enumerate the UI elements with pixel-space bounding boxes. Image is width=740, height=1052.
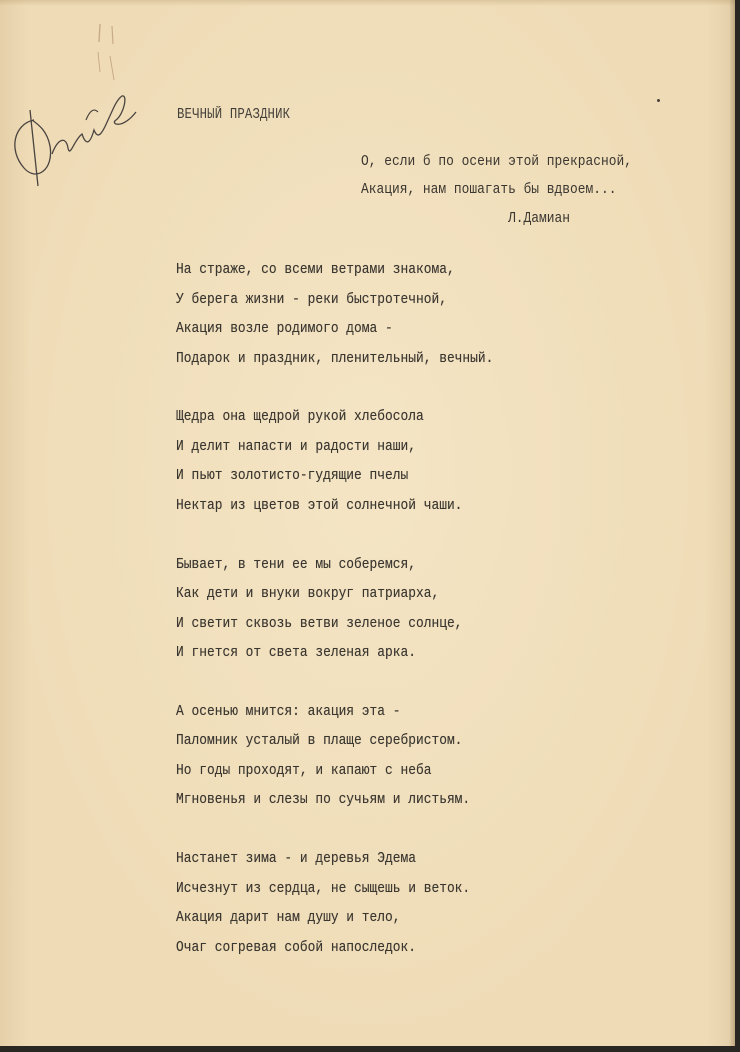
poem-line: Очаг согревая собой напоследок. [176,938,416,956]
poem-line: Подарок и праздник, пленительный, вечный. [176,349,494,367]
epigraph-line: Акация, нам пошагать бы вдвоем... [361,181,617,198]
poem-line: И пьют золотисто-гудящие пчелы [176,467,409,485]
stanza [176,697,545,815]
epigraph-line: О, если б по осени этой прекрасной, [361,153,632,170]
poem-body [176,255,545,991]
pencil-mark [92,22,132,82]
poem-line: Нектар из цветов этой солнечной чаши. [176,496,463,514]
ink-speck [657,99,660,102]
epigraph-author: Л.Дамиан [508,210,570,227]
poem-line: И гнется от света зеленая арка. [176,644,416,662]
right-edge-shadow [729,0,735,1046]
poem-line: И делит напасти и радости наши, [176,437,416,455]
poem-line: На страже, со всеми ветрами знакома, [176,261,455,278]
poem-line: Мгновенья и слезы по сучьям и листьям. [176,791,471,809]
poem-line: Щедра она щедрой рукой хлебосола [176,408,424,426]
poem-line: Исчезнут из сердца, не сыщешь и веток. [176,879,471,897]
poem-line: Паломник усталый в плаще серебристом. [176,732,463,750]
poem-line: Бывает, в тени ее мы соберемся, [176,555,416,573]
poem-line: У берега жизни - реки быстротечной, [176,290,447,308]
poem-line: А осенью мнится: акация эта - [176,702,401,720]
stanza [176,550,545,668]
handwritten-signature [4,90,144,190]
top-edge-shadow [0,0,735,6]
poem-line: Акация дарит нам душу и тело, [176,909,401,927]
poem-line: И светит сквозь ветви зеленое солнце, [176,614,463,632]
epigraph [361,148,676,204]
poem-line: Но годы проходят, и капают с неба [176,761,432,779]
poem-line: Акация возле родимого дома - [176,320,393,337]
poem-line: Как дети и внуки вокруг патриарха, [176,585,440,603]
stanza [176,844,545,962]
poem-line: Настанет зима - и деревья Эдема [176,850,416,868]
stanza [176,402,545,520]
poem-title: ВЕЧНЫЙ ПРАЗДНИК [177,106,291,123]
stanza [176,255,545,373]
